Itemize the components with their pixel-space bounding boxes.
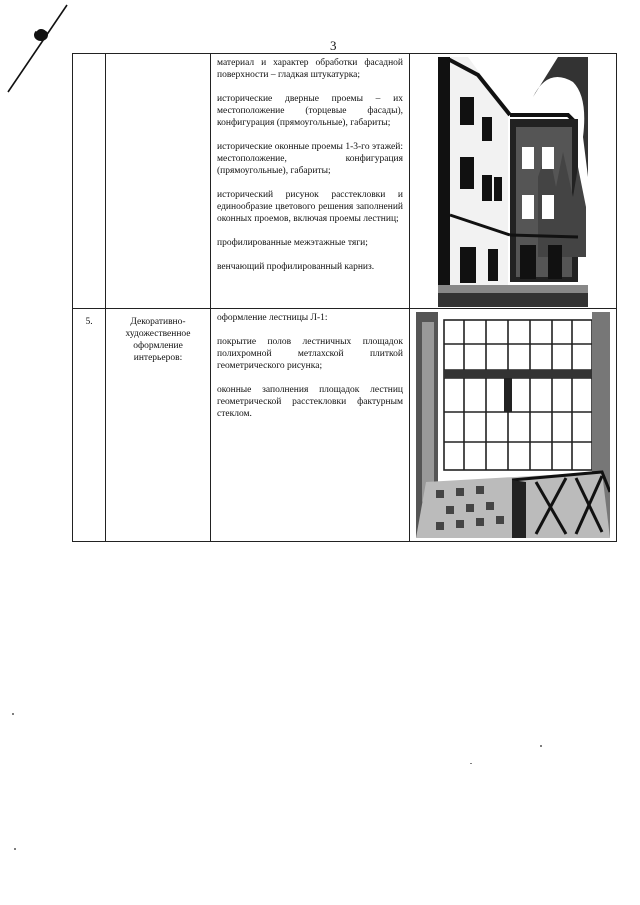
list-item: оконные заполнения площадок лестниц геометрической расстекловки фактурным стеклом. — [217, 385, 403, 419]
photo-cell — [410, 309, 617, 542]
list-item: исторические дверные проемы – их местоположение (торцевые фасады), конфигурация (прямоугольные), габариты; — [217, 94, 403, 128]
scan-speck — [470, 763, 472, 764]
feature-description — [211, 309, 410, 542]
staircase-interior-photo — [416, 312, 610, 538]
list-item: исторические оконные проемы 1-3-го этажей: местоположение, конфигурация (прямоугольные), габариты; — [217, 142, 403, 176]
row-number: 5. — [73, 309, 106, 542]
feature-description — [211, 54, 410, 309]
list-item: исторический рисунок расстекловки и единообразие цветового решения заполнений оконных проемов, включая проемы лестниц; — [217, 190, 403, 224]
pen-mark-icon — [0, 0, 80, 100]
feature-name: Декоративно-художественное оформление интерьеров: — [106, 309, 211, 542]
list-item: оформление лестницы Л-1: — [217, 313, 328, 323]
row-number — [73, 54, 106, 309]
page-number: 3 — [330, 38, 337, 53]
photo-cell — [410, 54, 617, 309]
list-item: материал и характер обработки фасадной поверхности – гладкая штукатурка; — [217, 58, 403, 80]
building-facade-photo — [438, 57, 588, 307]
scan-speck — [540, 745, 542, 747]
list-item: профилированные межэтажные тяги; — [217, 238, 368, 248]
list-item: венчающий профилированный карниз. — [217, 262, 375, 272]
features-table — [72, 53, 617, 542]
feature-name — [106, 54, 211, 309]
list-item: покрытие полов лестничных площадок полихромной метлахской плиткой геометрического рисунка; — [217, 337, 403, 371]
scan-speck — [14, 848, 16, 850]
table-row — [73, 309, 617, 542]
table-row — [73, 54, 617, 309]
scan-speck — [12, 713, 14, 715]
